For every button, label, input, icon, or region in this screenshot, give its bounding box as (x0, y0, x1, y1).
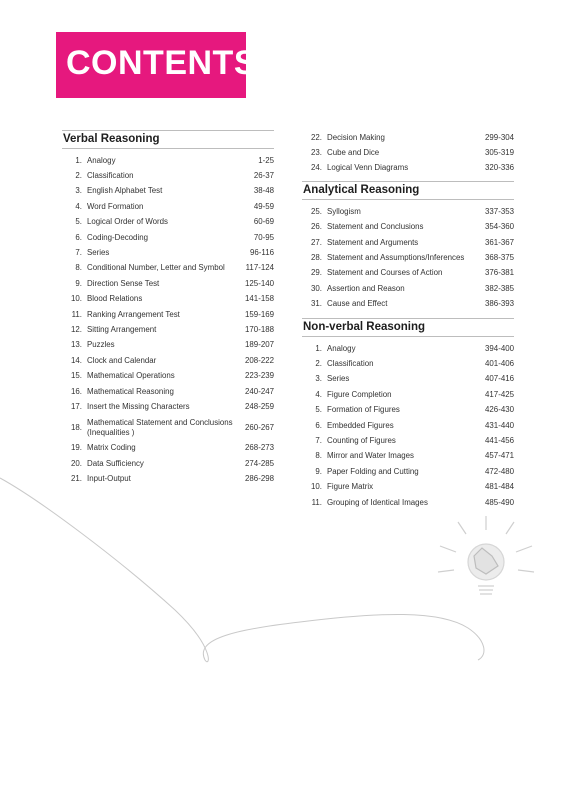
toc-entry-number: 2. (315, 358, 322, 368)
toc-entry[interactable] (62, 307, 274, 322)
toc-entry-pages: 299-304 (485, 132, 514, 142)
toc-entry-number: 29. (311, 268, 322, 278)
page-title: CONTENTS (66, 44, 257, 82)
toc-entry[interactable] (62, 230, 274, 245)
toc-entry-title: Logical Venn Diagrams (327, 163, 409, 173)
toc-entry-pages: 268-273 (245, 443, 274, 453)
toc-entry-title: Decision Making (327, 132, 385, 142)
toc-entry-title: Data Sufficiency (87, 458, 144, 468)
toc-entry-number: 30. (311, 283, 322, 293)
toc-entry-number: 27. (311, 237, 322, 247)
toc-entry-pages: 1-25 (258, 155, 274, 165)
toc-entry-title: Classification (87, 171, 134, 181)
toc-entry-number: 11. (311, 497, 322, 507)
toc-entry-pages: 286-298 (245, 474, 274, 484)
toc-entry-number: 10. (311, 482, 322, 492)
toc-entry[interactable] (62, 153, 274, 168)
toc-entry[interactable] (302, 250, 514, 265)
toc-entry-pages: 49-59 (253, 201, 274, 211)
toc-entry-number: 16. (71, 386, 82, 396)
toc-entry-number: 13. (71, 340, 82, 350)
toc-entry-title: Statement and Conclusions (327, 222, 424, 232)
toc-entry-number: 25. (311, 206, 322, 216)
toc-entry-number: 26. (311, 222, 322, 232)
toc-entry-title: Mathematical Operations (87, 371, 175, 381)
toc-entry[interactable] (302, 372, 514, 387)
toc-entry-pages: 426-430 (485, 405, 514, 415)
toc-entry[interactable] (62, 261, 274, 276)
toc-entry[interactable] (62, 441, 274, 456)
toc-list-nonverbal (302, 341, 514, 510)
toc-entry-title: Counting of Figures (327, 435, 396, 445)
toc-entry[interactable] (62, 215, 274, 230)
toc-entry[interactable] (302, 204, 514, 219)
section-title-verbal: Verbal Reasoning (62, 130, 274, 149)
toc-entry-pages: 305-319 (485, 148, 514, 158)
toc-entry-pages: 26-37 (253, 171, 274, 181)
toc-entry-pages: 96-116 (250, 248, 274, 258)
toc-entry-title: Clock and Calendar (87, 355, 157, 365)
toc-entry-title: Blood Relations (87, 294, 143, 304)
toc-entry-number: 10. (71, 294, 82, 304)
toc-entry-pages: 361-367 (485, 237, 514, 247)
toc-entry-number: 20. (71, 458, 82, 468)
toc-entry[interactable] (302, 402, 514, 417)
toc-entry-title: Mirror and Water Images (327, 451, 414, 461)
toc-entry[interactable] (302, 235, 514, 250)
toc-entry-title: Ranking Arrangement Test (87, 309, 180, 319)
toc-entry-pages: 481-484 (485, 482, 514, 492)
toc-entry-number: 3. (315, 374, 322, 384)
toc-entry[interactable] (302, 130, 514, 145)
toc-entry-number: 28. (311, 253, 322, 263)
toc-entry-number: 6. (75, 232, 82, 242)
toc-entry-number: 31. (311, 299, 322, 309)
toc-entry-pages: 368-375 (485, 253, 514, 263)
toc-entry-number: 4. (315, 389, 322, 399)
toc-entry-number: 22. (311, 132, 322, 142)
toc-entry-pages: 407-416 (485, 374, 514, 384)
toc-entry-number: 19. (71, 443, 82, 453)
toc-entry[interactable] (302, 341, 514, 356)
toc-entry-pages: 248-259 (245, 401, 274, 411)
toc-entry[interactable] (62, 384, 274, 399)
toc-column-right (302, 130, 514, 510)
toc-entry-pages: 70-95 (253, 232, 274, 242)
toc-entry-title: English Alphabet Test (87, 186, 163, 196)
toc-entry-number: 3. (75, 186, 82, 196)
toc-entry-pages: 386-393 (485, 299, 514, 309)
toc-entry-title: Assertion and Reason (327, 283, 405, 293)
toc-entry[interactable] (62, 184, 274, 199)
toc-entry-pages: 274-285 (245, 458, 274, 468)
toc-entry-number: 5. (315, 405, 322, 415)
toc-entry-pages: 125-140 (245, 278, 274, 288)
section-title-analytical: Analytical Reasoning (302, 181, 514, 200)
toc-entry-number: 8. (75, 263, 82, 273)
toc-entry-title: Series (327, 374, 350, 384)
toc-entry[interactable] (302, 433, 514, 448)
toc-list-verbal-continued (302, 130, 514, 176)
toc-entry-title: Mathematical Reasoning (87, 386, 174, 396)
toc-entry[interactable] (62, 456, 274, 471)
toc-entry-title: Cube and Dice (327, 148, 380, 158)
toc-entry-pages: 208-222 (245, 355, 274, 365)
toc-entry-pages: 431-440 (485, 420, 514, 430)
toc-list-verbal (62, 153, 274, 487)
toc-entry[interactable] (302, 266, 514, 281)
toc-entry[interactable] (302, 449, 514, 464)
toc-entry-title: Figure Completion (327, 389, 392, 399)
toc-entry-pages: 382-385 (485, 283, 514, 293)
toc-entry[interactable] (62, 292, 274, 307)
toc-entry[interactable] (62, 245, 274, 260)
toc-entry-title: Statement and Assumptions/Inferences (327, 253, 465, 263)
toc-entry-pages: 223-239 (245, 371, 274, 381)
toc-entry-title: Analogy (87, 155, 116, 165)
toc-entry[interactable] (302, 356, 514, 371)
toc-entry-pages: 60-69 (253, 217, 274, 227)
toc-entry-title: Classification (327, 358, 374, 368)
toc-entry-number: 15. (71, 371, 82, 381)
section-title-nonverbal: Non-verbal Reasoning (302, 318, 514, 337)
toc-entry[interactable] (302, 387, 514, 402)
toc-entry[interactable] (302, 145, 514, 160)
toc-entry[interactable] (302, 220, 514, 235)
toc-entry[interactable] (62, 353, 274, 368)
toc-entry-title: Sitting Arrangement (87, 324, 157, 334)
toc-entry-pages: 38-48 (253, 186, 274, 196)
toc-entry[interactable] (302, 464, 514, 479)
toc-entry[interactable] (302, 418, 514, 433)
toc-entry[interactable] (302, 161, 514, 176)
toc-entry-number: 8. (315, 451, 322, 461)
toc-entry[interactable] (302, 495, 514, 510)
toc-entry-pages: 141-158 (245, 294, 274, 304)
toc-entry-title: Coding-Decoding (87, 232, 148, 242)
toc-entry[interactable] (62, 415, 274, 441)
toc-entry-title: Analogy (327, 343, 356, 353)
toc-entry-pages: 189-207 (245, 340, 274, 350)
toc-entry-number: 1. (75, 155, 82, 165)
toc-entry-title: Puzzles (87, 340, 115, 350)
toc-entry-pages: 485-490 (485, 497, 514, 507)
toc-entry-title: Conditional Number, Letter and Symbol (87, 263, 225, 273)
toc-entry[interactable] (302, 479, 514, 494)
toc-entry[interactable] (62, 368, 274, 383)
toc-entry-number: 7. (75, 248, 82, 258)
toc-entry-title: Embedded Figures (327, 420, 394, 430)
toc-entry-number: 1. (315, 343, 322, 353)
toc-entry-pages: 394-400 (485, 343, 514, 353)
toc-entry-number: 12. (71, 324, 82, 334)
toc-entry-number: 7. (315, 435, 322, 445)
toc-entry[interactable] (62, 322, 274, 337)
toc-entry-number: 5. (75, 217, 82, 227)
toc-entry-title: Matrix Coding (87, 443, 136, 453)
toc-entry[interactable] (62, 276, 274, 291)
toc-entry-title: Syllogism (327, 206, 361, 216)
toc-entry-title: Statement and Courses of Action (327, 268, 443, 278)
toc-entry-number: 23. (311, 148, 322, 158)
toc-entry-title: Cause and Effect (327, 299, 388, 309)
toc-entry[interactable] (62, 471, 274, 486)
toc-entry-number: 2. (75, 171, 82, 181)
toc-entry-title: Grouping of Identical Images (327, 497, 428, 507)
toc-entry-title: Insert the Missing Characters (87, 401, 190, 411)
toc-entry-pages: 260-267 (245, 422, 274, 432)
toc-entry-pages: 417-425 (485, 389, 514, 399)
toc-column-left (62, 130, 274, 487)
toc-entry-number: 21. (71, 474, 82, 484)
toc-entry-title: Logical Order of Words (87, 217, 168, 227)
toc-entry-title: Figure Matrix (327, 482, 374, 492)
toc-entry-pages: 472-480 (485, 466, 514, 476)
toc-entry-title: Word Formation (87, 201, 144, 211)
toc-entry-number: 11. (71, 309, 82, 319)
toc-entry-title: Paper Folding and Cutting (327, 466, 419, 476)
toc-entry-pages: 240-247 (245, 386, 274, 396)
toc-entry-number: 14. (71, 355, 82, 365)
toc-entry[interactable] (62, 168, 274, 183)
toc-entry-pages: 354-360 (485, 222, 514, 232)
toc-entry-number: 18. (71, 422, 82, 432)
toc-entry-number: 6. (315, 420, 322, 430)
toc-entry-pages: 457-471 (485, 451, 514, 461)
toc-entry-number: 4. (75, 201, 82, 211)
toc-entry-number: 9. (75, 278, 82, 288)
toc-entry-title: Direction Sense Test (87, 278, 160, 288)
toc-entry-number: 17. (71, 401, 82, 411)
toc-entry[interactable] (302, 297, 514, 312)
toc-entry-number: 9. (315, 466, 322, 476)
toc-entry-pages: 376-381 (485, 268, 514, 278)
toc-entry[interactable] (302, 281, 514, 296)
toc-entry-title: Input-Output (87, 474, 131, 484)
toc-entry-pages: 117-124 (245, 263, 274, 273)
toc-entry-pages: 170-188 (245, 324, 274, 334)
toc-entry[interactable] (62, 199, 274, 214)
toc-entry[interactable] (62, 399, 274, 414)
toc-entry-pages: 337-353 (485, 206, 514, 216)
toc-entry[interactable] (62, 338, 274, 353)
toc-entry-pages: 159-169 (245, 309, 274, 319)
toc-entry-title: Series (87, 248, 110, 258)
toc-entry-pages: 441-456 (485, 435, 514, 445)
toc-entry-title: Formation of Figures (327, 405, 400, 415)
toc-entry-title: Mathematical Statement and Conclusions (Inequalities ) (87, 417, 233, 437)
toc-entry-pages: 320-336 (485, 163, 514, 173)
toc-list-analytical (302, 204, 514, 312)
lightbulb-icon (438, 516, 534, 594)
toc-entry-number: 24. (311, 163, 322, 173)
toc-entry-title: Statement and Arguments (327, 237, 419, 247)
toc-entry-pages: 401-406 (485, 358, 514, 368)
